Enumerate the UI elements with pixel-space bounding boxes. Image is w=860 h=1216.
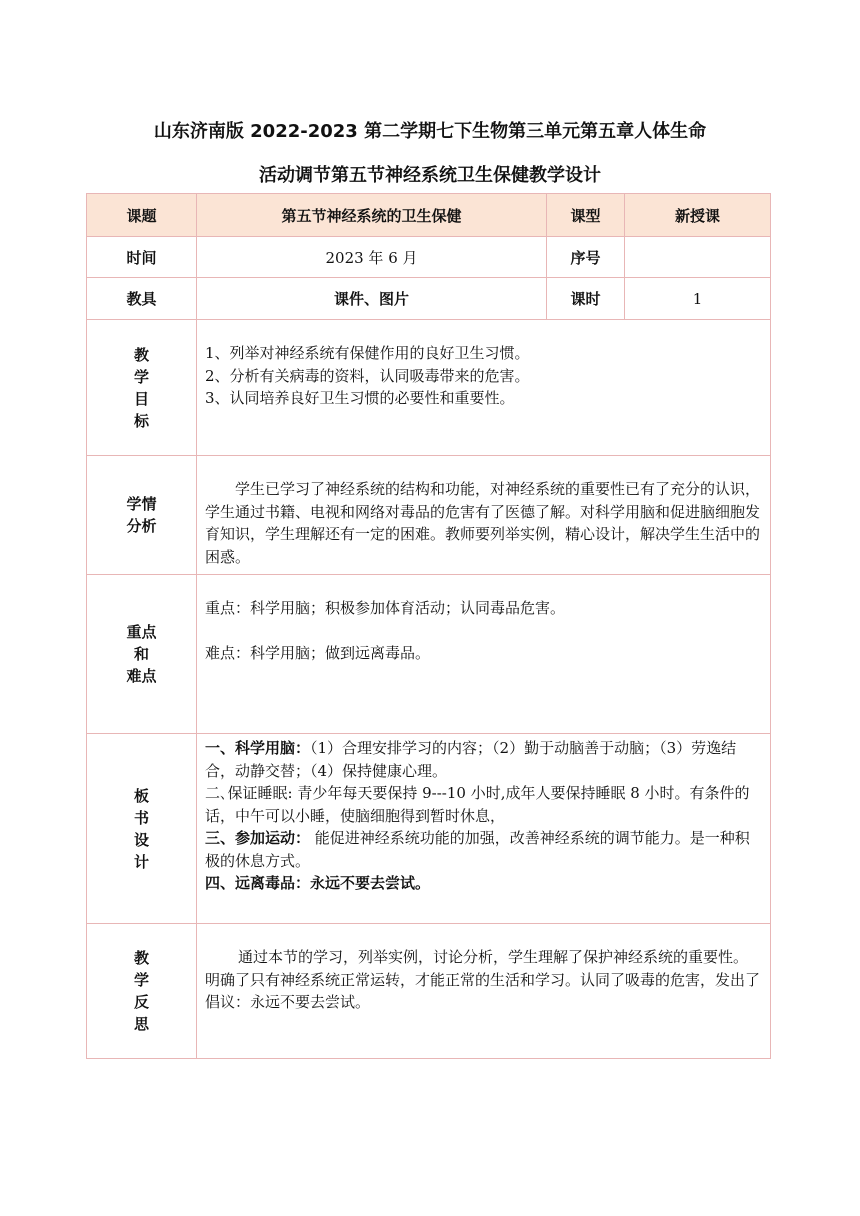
reflection-row <box>87 924 771 1059</box>
board-label-char: 板 <box>133 786 149 805</box>
board-label-char: 计 <box>133 852 149 871</box>
tools-row <box>87 278 771 320</box>
tools-value: 课件、图片 <box>197 278 547 320</box>
seq-label: 序号 <box>547 237 625 278</box>
keypoints-label-line: 难点 <box>126 667 157 685</box>
key-point: 重点：科学用脑；积极参加体育活动；认同毒品危害。 <box>205 599 566 617</box>
analysis-label <box>87 456 197 575</box>
board-label-char: 书 <box>133 808 149 827</box>
topic-label: 课题 <box>87 194 197 237</box>
keypoints-label-line: 重点 <box>126 623 157 641</box>
topic-row <box>87 194 771 237</box>
reflection-content <box>197 924 771 1059</box>
analysis-row <box>87 456 771 575</box>
document-title-line1: 山东济南版 2022-2023 第二学期七下生物第三单元第五章人体生命 <box>153 121 707 142</box>
objective-item: 3、认同培养良好卫生习惯的必要性和重要性。 <box>205 389 515 407</box>
keypoints-row <box>87 575 771 734</box>
board-point-1 <box>205 737 762 782</box>
board-point-3 <box>205 827 762 872</box>
objectives-label <box>87 320 197 456</box>
objectives-label-char: 教 <box>133 345 149 364</box>
time-row <box>87 237 771 278</box>
board-point-3-heading: 三、参加运动： <box>205 829 311 847</box>
analysis-label-line: 学情 <box>126 495 157 513</box>
objectives-label-char: 标 <box>133 411 149 430</box>
board-point-3-text: 能促进神经系统功能的加强，改善神经系统的调节能力。是一种积极的休息方式。 <box>205 829 750 870</box>
hours-value: 1 <box>625 278 771 320</box>
reflection-label <box>87 924 197 1059</box>
keypoints-label <box>87 575 197 734</box>
board-row <box>87 734 771 924</box>
seq-value <box>625 237 771 278</box>
analysis-content <box>197 456 771 575</box>
lesson-plan-table <box>86 193 771 1059</box>
reflection-label-char: 反 <box>133 993 149 1011</box>
board-point-2: 二､保证睡眠: 青少年每天要保持 9---10 小时,成年人要保持睡眠 8 小时。有条件的话，中午可以小睡，使脑细胞得到暂时休息， <box>205 784 750 825</box>
objectives-row <box>87 320 771 456</box>
objective-item: 2、分析有关病毒的资料，认同吸毒带来的危害。 <box>205 366 530 385</box>
reflection-text: 通过本节的学习，列举实例，讨论分析，学生理解了保护神经系统的重要性。明确了只有神经系统正常运转，才能正常的生活和学习。认同了吸毒的危害，发出了倡议：永远不要去尝试。 <box>205 948 761 1011</box>
objectives-label-char: 目 <box>133 389 149 408</box>
type-label: 课型 <box>547 194 625 237</box>
topic-value: 第五节神经系统的卫生保健 <box>197 194 547 237</box>
time-label: 时间 <box>87 237 197 278</box>
objectives-content <box>197 320 771 456</box>
board-label <box>87 734 197 924</box>
analysis-label-line: 分析 <box>126 517 157 535</box>
keypoints-label-line: 和 <box>133 645 149 663</box>
objective-item: 1、列举对神经系统有保健作用的良好卫生习惯。 <box>205 344 530 362</box>
objectives-label-char: 学 <box>133 367 149 386</box>
board-point-4: 四、远离毒品：永远不要去尝试。 <box>205 874 431 892</box>
type-value: 新授课 <box>625 194 771 237</box>
time-value: 2023 年 6 月 <box>197 237 547 278</box>
analysis-text: 学生已学习了神经系统的结构和功能，对神经系统的重要性已有了充分的认识，学生通过书籍、电视和网络对毒品的危害有了医德了解。对科学用脑和促进脑细胞发育知识，学生理解还有一定的困难。教师要列举实例，精心设计，解决学生生活中的困惑。 <box>205 480 761 566</box>
board-content <box>197 734 771 924</box>
reflection-label-char: 教 <box>133 949 149 967</box>
board-label-char: 设 <box>133 830 149 849</box>
keypoints-content <box>197 575 771 734</box>
board-point-1-text: （1）合理安排学习的内容；（2）勤于动脑善于动脑；（3）劳逸结合，动静交替；（4）保持健康心理。 <box>205 739 737 780</box>
hours-label: 课时 <box>547 278 625 320</box>
difficult-point: 难点：科学用脑；做到远离毒品。 <box>205 643 431 662</box>
document-title-line2: 活动调节第五节神经系统卫生保健教学设计 <box>259 165 601 186</box>
reflection-label-char: 思 <box>133 1015 149 1033</box>
tools-label: 教具 <box>87 278 197 320</box>
reflection-label-char: 学 <box>133 971 149 989</box>
board-point-1-heading: 一、科学用脑： <box>205 739 311 757</box>
